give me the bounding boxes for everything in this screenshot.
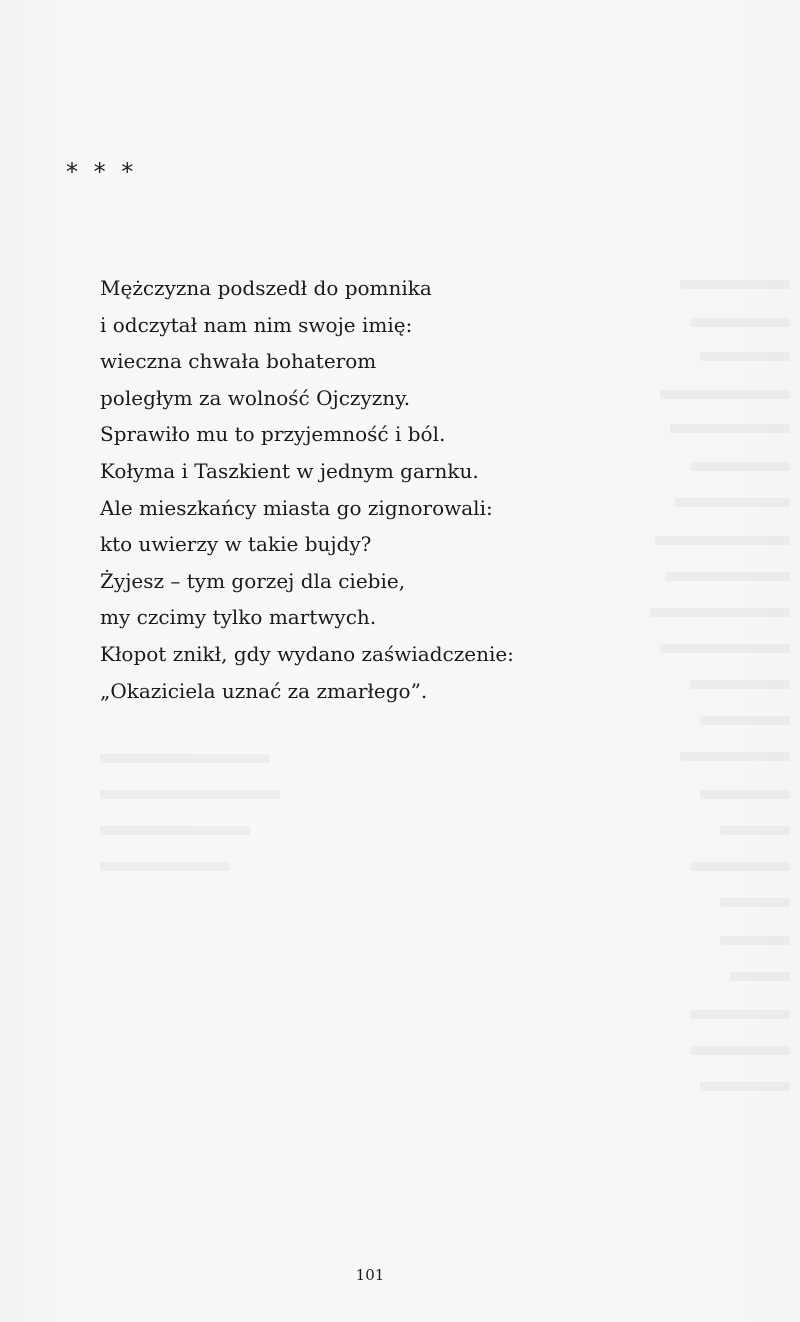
poem-line: Żyjesz – tym gorzej dla ciebie, (100, 568, 406, 593)
poem-line: my czcimy tylko martwych. (100, 605, 377, 630)
page-number: 101 (355, 1266, 385, 1284)
poem-line: Sprawiło mu to przyjemność i ból. (100, 422, 446, 447)
poem-line: „Okaziciela uznać za zmarłego”. (100, 678, 428, 703)
section-break-asterisks: * * * (66, 158, 138, 186)
poem-text (100, 270, 514, 709)
poem-line: Ale mieszkańcy miasta go zignorowali: (100, 495, 493, 520)
poem-line: Kołyma i Taszkient w jednym garnku. (100, 458, 479, 483)
poem-line: wieczna chwała bohaterom (100, 349, 377, 374)
poem-line: Kłopot znikł, gdy wydano zaświadczenie: (100, 641, 514, 666)
poem-line: kto uwierzy w takie bujdy? (100, 532, 372, 557)
poem-line: poległym za wolność Ojczyzny. (100, 385, 411, 410)
poem-line: i odczytał nam nim swoje imię: (100, 312, 413, 337)
poem-line: Mężczyzna podszedł do pomnika (100, 276, 432, 300)
